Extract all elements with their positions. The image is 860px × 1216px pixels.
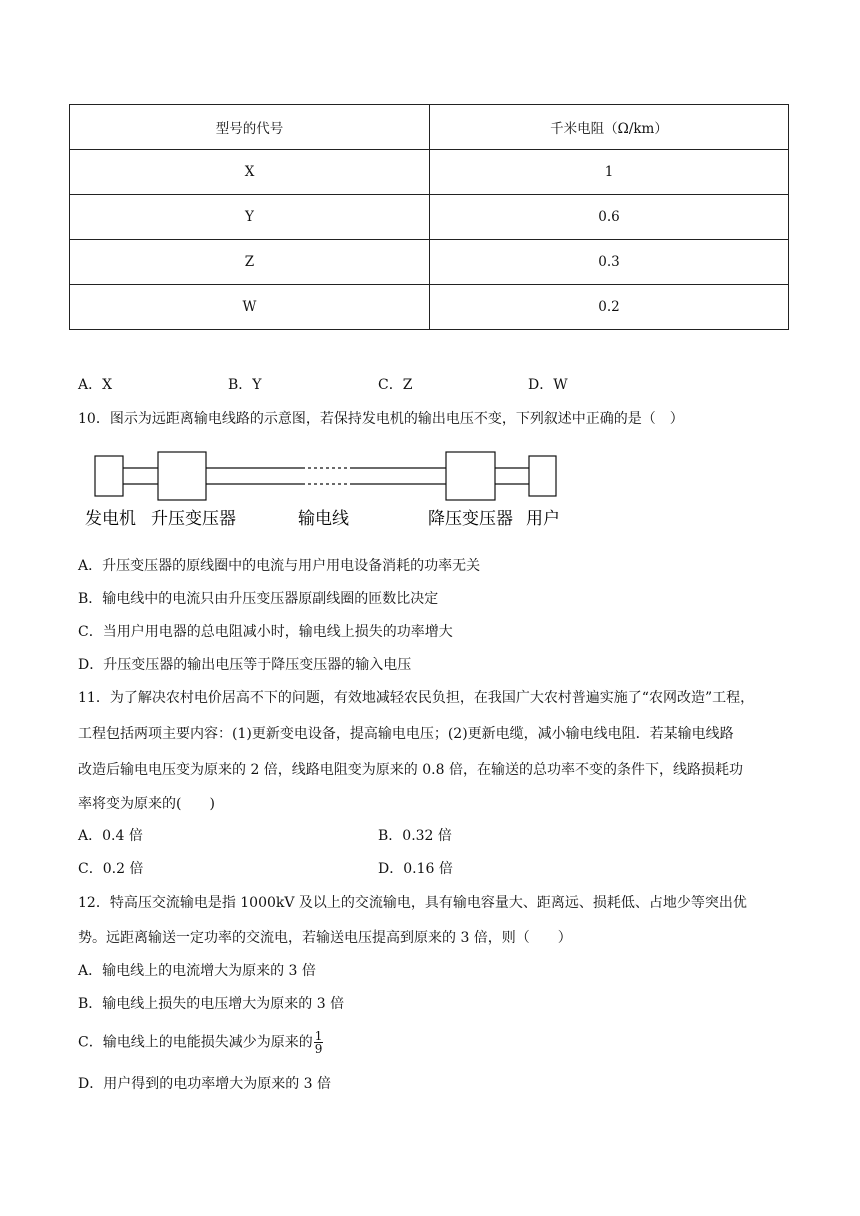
q11-stem-line: 改造后输电电压变为原来的 2 倍，线路电阻变为原来的 0.8 倍，在输送的总功率不变的条件下，线路损耗功 <box>78 762 743 778</box>
q9-option-d: D．W <box>528 377 568 393</box>
generator-box <box>95 456 123 496</box>
table-cell: Y <box>70 195 430 240</box>
user-box <box>529 456 556 496</box>
label-step-down: 降压变压器 <box>428 509 513 529</box>
q10-option-a: A．升压变压器的原线圈中的电流与用户用电设备消耗的功率无关 <box>78 558 481 574</box>
q10-option-c: C．当用户用电器的总电阻减小时，输电线上损失的功率增大 <box>78 624 453 640</box>
fraction-numerator: 1 <box>314 1029 323 1043</box>
q12-stem-line: 势。远距离输送一定功率的交流电，若输送电压提高到原来的 3 倍，则（ ） <box>78 930 572 946</box>
table-cell: 0.2 <box>430 285 789 330</box>
q10-option-d: D．升压变压器的输出电压等于降压变压器的输入电压 <box>78 657 412 673</box>
table-cell: 0.6 <box>430 195 789 240</box>
q11-option-b: B．0.32 倍 <box>378 828 452 844</box>
q9-option-a: A．X <box>78 377 113 393</box>
q9-option-b: B．Y <box>228 377 262 393</box>
q12-option-a: A．输电线上的电流增大为原来的 3 倍 <box>78 963 316 979</box>
table-cell: 1 <box>430 150 789 195</box>
q10-stem: 10．图示为远距离输电线路的示意图，若保持发电机的输出电压不变，下列叙述中正确的是（ ） <box>78 411 684 427</box>
label-step-up: 升压变压器 <box>151 509 236 529</box>
label-line: 输电线 <box>298 509 349 529</box>
table-cell: X <box>70 150 430 195</box>
transmission-diagram <box>80 448 580 534</box>
step-down-transformer-box <box>446 452 495 500</box>
table-row <box>70 285 789 330</box>
resistance-table <box>69 104 789 330</box>
q12-option-c-text: C．输电线上的电能损失减少为原来的 <box>78 1034 313 1051</box>
q11-option-c: C．0.2 倍 <box>78 861 144 877</box>
table-row <box>70 195 789 240</box>
q10-option-b: B．输电线中的电流只由升压变压器原副线圈的匝数比决定 <box>78 591 439 607</box>
q12-option-c <box>78 1030 323 1055</box>
q12-option-b: B．输电线上损失的电压增大为原来的 3 倍 <box>78 996 345 1012</box>
table-row <box>70 150 789 195</box>
table-header-row <box>70 105 789 150</box>
q11-option-a: A．0.4 倍 <box>78 828 143 844</box>
q11-option-d: D．0.16 倍 <box>378 861 453 877</box>
table-header-cell: 千米电阻（Ω/km） <box>430 105 789 150</box>
table-cell: Z <box>70 240 430 285</box>
step-up-transformer-box <box>158 452 206 500</box>
q11-stem-line: 工程包括两项主要内容：(1)更新变电设备，提高输电电压；(2)更新电缆，减小输电线电阻．若某输电线路 <box>78 726 734 742</box>
q12-option-d: D．用户得到的电功率增大为原来的 3 倍 <box>78 1076 332 1092</box>
q12-stem-line: 12．特高压交流输电是指 1000kV 及以上的交流输电，具有输电容量大、距离远、损耗低、占地少等突出优 <box>78 895 747 911</box>
table-cell: W <box>70 285 430 330</box>
table-cell: 0.3 <box>430 240 789 285</box>
table-header-cell: 型号的代号 <box>70 105 430 150</box>
label-generator: 发电机 <box>85 509 136 529</box>
q9-option-c: C．Z <box>378 377 413 393</box>
fraction-denominator: 9 <box>314 1042 323 1056</box>
q11-stem-line: 率将变为原来的( ) <box>78 796 215 812</box>
label-user: 用户 <box>526 509 560 529</box>
fraction-one-ninth <box>314 1030 324 1055</box>
table-row <box>70 240 789 285</box>
q11-stem-line: 11．为了解决农村电价居高不下的问题，有效地减轻农民负担，在我国广大农村普遍实施了“农网改造”工程， <box>78 690 755 706</box>
